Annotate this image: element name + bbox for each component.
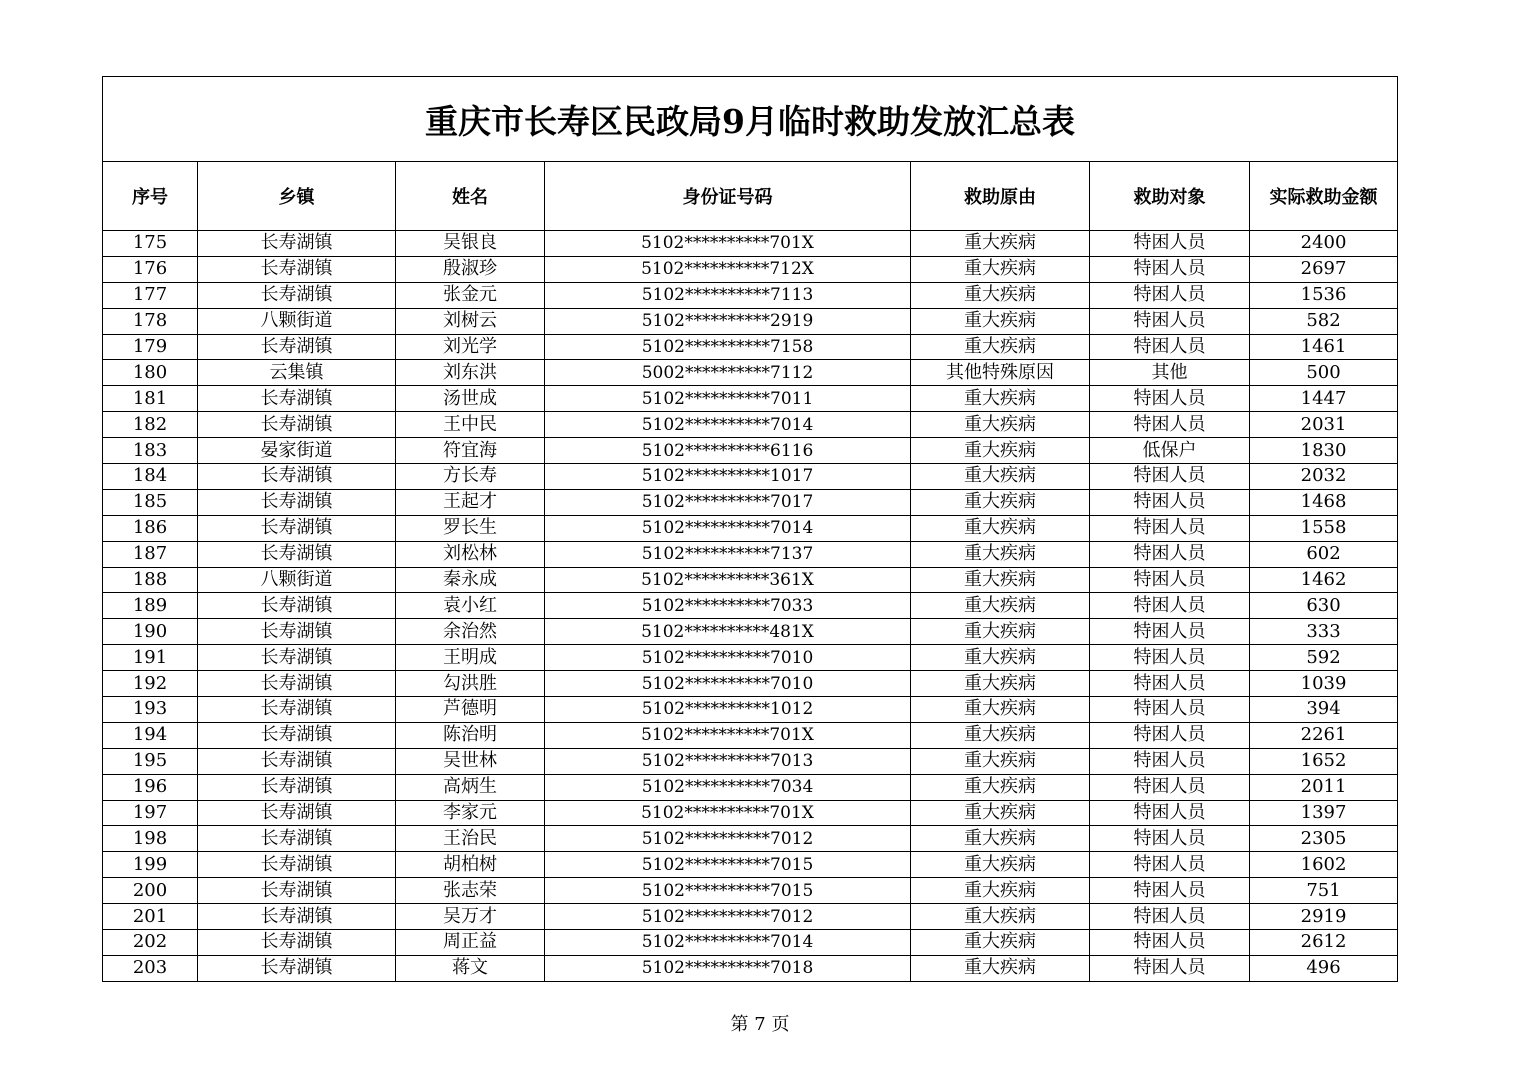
cell-reason: 重大疾病 — [911, 489, 1090, 515]
cell-target: 特困人员 — [1090, 722, 1250, 748]
cell-amount: 1397 — [1250, 800, 1398, 826]
cell-name: 王治民 — [396, 826, 545, 852]
cell-name: 吴银良 — [396, 231, 545, 257]
header-target: 救助对象 — [1090, 162, 1250, 231]
cell-town: 长寿湖镇 — [198, 412, 396, 438]
cell-name: 王起才 — [396, 489, 545, 515]
cell-target: 特困人员 — [1090, 464, 1250, 490]
cell-serial: 183 — [103, 438, 198, 464]
table-row — [103, 645, 1398, 671]
table-row — [103, 412, 1398, 438]
cell-serial: 191 — [103, 645, 198, 671]
cell-reason: 重大疾病 — [911, 930, 1090, 956]
header-town: 乡镇 — [198, 162, 396, 231]
cell-serial: 190 — [103, 619, 198, 645]
cell-amount: 333 — [1250, 619, 1398, 645]
cell-amount: 2612 — [1250, 930, 1398, 956]
cell-name: 胡柏树 — [396, 852, 545, 878]
relief-summary-sheet — [102, 76, 1397, 982]
cell-serial: 194 — [103, 722, 198, 748]
cell-serial: 186 — [103, 515, 198, 541]
table-row — [103, 904, 1398, 930]
cell-serial: 180 — [103, 360, 198, 386]
cell-name: 李家元 — [396, 800, 545, 826]
table-title: 重庆市长寿区民政局9月临时救助发放汇总表 — [103, 77, 1398, 162]
cell-id-number: 5102**********1017 — [545, 464, 911, 490]
cell-amount: 394 — [1250, 697, 1398, 723]
cell-reason: 重大疾病 — [911, 904, 1090, 930]
cell-amount: 630 — [1250, 593, 1398, 619]
relief-summary-table — [102, 76, 1398, 982]
cell-name: 汤世成 — [396, 386, 545, 412]
cell-target: 其他 — [1090, 360, 1250, 386]
table-row — [103, 438, 1398, 464]
cell-target: 低保户 — [1090, 438, 1250, 464]
cell-town: 长寿湖镇 — [198, 800, 396, 826]
table-row — [103, 826, 1398, 852]
cell-id-number: 5102**********7015 — [545, 878, 911, 904]
table-row — [103, 282, 1398, 308]
table-row — [103, 360, 1398, 386]
cell-reason: 重大疾病 — [911, 800, 1090, 826]
cell-name: 刘松林 — [396, 541, 545, 567]
cell-serial: 200 — [103, 878, 198, 904]
table-row — [103, 852, 1398, 878]
cell-id-number: 5102**********701X — [545, 722, 911, 748]
cell-name: 王明成 — [396, 645, 545, 671]
cell-amount: 1462 — [1250, 567, 1398, 593]
cell-id-number: 5102**********7113 — [545, 282, 911, 308]
cell-id-number: 5102**********6116 — [545, 438, 911, 464]
cell-reason: 重大疾病 — [911, 256, 1090, 282]
cell-id-number: 5102**********7010 — [545, 645, 911, 671]
cell-town: 长寿湖镇 — [198, 645, 396, 671]
cell-town: 晏家街道 — [198, 438, 396, 464]
cell-target: 特困人员 — [1090, 386, 1250, 412]
cell-reason: 其他特殊原因 — [911, 360, 1090, 386]
cell-id-number: 5102**********7010 — [545, 671, 911, 697]
cell-reason: 重大疾病 — [911, 386, 1090, 412]
cell-serial: 197 — [103, 800, 198, 826]
cell-serial: 179 — [103, 334, 198, 360]
cell-name: 余治然 — [396, 619, 545, 645]
table-row — [103, 697, 1398, 723]
cell-id-number: 5102**********7017 — [545, 489, 911, 515]
cell-id-number: 5102**********7034 — [545, 774, 911, 800]
cell-id-number: 5102**********701X — [545, 231, 911, 257]
table-row — [103, 567, 1398, 593]
cell-town: 八颗街道 — [198, 567, 396, 593]
cell-target: 特困人员 — [1090, 748, 1250, 774]
cell-name: 罗长生 — [396, 515, 545, 541]
cell-town: 长寿湖镇 — [198, 904, 396, 930]
cell-town: 长寿湖镇 — [198, 774, 396, 800]
cell-serial: 193 — [103, 697, 198, 723]
cell-name: 陈治明 — [396, 722, 545, 748]
cell-id-number: 5102**********2919 — [545, 308, 911, 334]
cell-reason: 重大疾病 — [911, 955, 1090, 981]
cell-town: 长寿湖镇 — [198, 464, 396, 490]
cell-amount: 496 — [1250, 955, 1398, 981]
cell-amount: 2305 — [1250, 826, 1398, 852]
cell-target: 特困人员 — [1090, 282, 1250, 308]
cell-id-number: 5102**********361X — [545, 567, 911, 593]
table-row — [103, 541, 1398, 567]
cell-reason: 重大疾病 — [911, 464, 1090, 490]
cell-town: 长寿湖镇 — [198, 515, 396, 541]
cell-target: 特困人员 — [1090, 334, 1250, 360]
cell-town: 长寿湖镇 — [198, 878, 396, 904]
cell-reason: 重大疾病 — [911, 697, 1090, 723]
cell-serial: 184 — [103, 464, 198, 490]
cell-town: 长寿湖镇 — [198, 593, 396, 619]
cell-amount: 2919 — [1250, 904, 1398, 930]
cell-amount: 1039 — [1250, 671, 1398, 697]
cell-name: 刘东洪 — [396, 360, 545, 386]
cell-reason: 重大疾病 — [911, 282, 1090, 308]
cell-reason: 重大疾病 — [911, 671, 1090, 697]
cell-id-number: 5102**********7014 — [545, 515, 911, 541]
cell-name: 王中民 — [396, 412, 545, 438]
cell-target: 特困人员 — [1090, 515, 1250, 541]
cell-target: 特困人员 — [1090, 774, 1250, 800]
cell-id-number: 5002**********7112 — [545, 360, 911, 386]
cell-target: 特困人员 — [1090, 671, 1250, 697]
cell-target: 特困人员 — [1090, 619, 1250, 645]
cell-target: 特困人员 — [1090, 826, 1250, 852]
cell-name: 芦德明 — [396, 697, 545, 723]
table-row — [103, 774, 1398, 800]
table-row — [103, 930, 1398, 956]
cell-reason: 重大疾病 — [911, 515, 1090, 541]
table-body — [103, 231, 1398, 982]
cell-target: 特困人员 — [1090, 878, 1250, 904]
table-row — [103, 722, 1398, 748]
cell-id-number: 5102**********7018 — [545, 955, 911, 981]
cell-amount: 602 — [1250, 541, 1398, 567]
cell-serial: 201 — [103, 904, 198, 930]
cell-target: 特困人员 — [1090, 489, 1250, 515]
cell-amount: 1461 — [1250, 334, 1398, 360]
cell-reason: 重大疾病 — [911, 748, 1090, 774]
cell-town: 长寿湖镇 — [198, 930, 396, 956]
cell-serial: 177 — [103, 282, 198, 308]
cell-town: 长寿湖镇 — [198, 722, 396, 748]
cell-reason: 重大疾病 — [911, 567, 1090, 593]
cell-name: 张金元 — [396, 282, 545, 308]
header-amount: 实际救助金额 — [1250, 162, 1398, 231]
cell-target: 特困人员 — [1090, 256, 1250, 282]
cell-target: 特困人员 — [1090, 645, 1250, 671]
cell-target: 特困人员 — [1090, 955, 1250, 981]
cell-serial: 175 — [103, 231, 198, 257]
table-row — [103, 308, 1398, 334]
cell-serial: 181 — [103, 386, 198, 412]
header-reason: 救助原由 — [911, 162, 1090, 231]
cell-target: 特困人员 — [1090, 541, 1250, 567]
cell-amount: 2261 — [1250, 722, 1398, 748]
header-name: 姓名 — [396, 162, 545, 231]
cell-reason: 重大疾病 — [911, 438, 1090, 464]
table-row — [103, 671, 1398, 697]
cell-amount: 2400 — [1250, 231, 1398, 257]
cell-reason: 重大疾病 — [911, 231, 1090, 257]
cell-town: 长寿湖镇 — [198, 955, 396, 981]
cell-amount: 2697 — [1250, 256, 1398, 282]
table-row — [103, 489, 1398, 515]
cell-amount: 1558 — [1250, 515, 1398, 541]
cell-reason: 重大疾病 — [911, 645, 1090, 671]
cell-serial: 198 — [103, 826, 198, 852]
cell-amount: 1536 — [1250, 282, 1398, 308]
page-number: 第 7 页 — [730, 1014, 790, 1035]
cell-id-number: 5102**********7014 — [545, 930, 911, 956]
cell-amount: 2032 — [1250, 464, 1398, 490]
table-row — [103, 515, 1398, 541]
cell-serial: 199 — [103, 852, 198, 878]
cell-reason: 重大疾病 — [911, 878, 1090, 904]
cell-amount: 582 — [1250, 308, 1398, 334]
cell-id-number: 5102**********701X — [545, 800, 911, 826]
cell-amount: 2011 — [1250, 774, 1398, 800]
cell-id-number: 5102**********7158 — [545, 334, 911, 360]
cell-serial: 176 — [103, 256, 198, 282]
cell-amount: 592 — [1250, 645, 1398, 671]
cell-serial: 185 — [103, 489, 198, 515]
cell-id-number: 5102**********7012 — [545, 904, 911, 930]
cell-town: 长寿湖镇 — [198, 748, 396, 774]
cell-town: 长寿湖镇 — [198, 852, 396, 878]
cell-reason: 重大疾病 — [911, 722, 1090, 748]
cell-name: 勾洪胜 — [396, 671, 545, 697]
cell-target: 特困人员 — [1090, 231, 1250, 257]
table-row — [103, 231, 1398, 257]
cell-reason: 重大疾病 — [911, 852, 1090, 878]
cell-name: 袁小红 — [396, 593, 545, 619]
header-row — [103, 162, 1398, 231]
cell-id-number: 5102**********7011 — [545, 386, 911, 412]
cell-serial: 187 — [103, 541, 198, 567]
cell-reason: 重大疾病 — [911, 826, 1090, 852]
cell-target: 特困人员 — [1090, 800, 1250, 826]
cell-amount: 751 — [1250, 878, 1398, 904]
cell-amount: 1468 — [1250, 489, 1398, 515]
cell-amount: 1447 — [1250, 386, 1398, 412]
cell-id-number: 5102**********1012 — [545, 697, 911, 723]
cell-town: 长寿湖镇 — [198, 256, 396, 282]
cell-town: 长寿湖镇 — [198, 386, 396, 412]
cell-id-number: 5102**********7137 — [545, 541, 911, 567]
cell-town: 长寿湖镇 — [198, 619, 396, 645]
cell-town: 八颗街道 — [198, 308, 396, 334]
table-row — [103, 256, 1398, 282]
cell-amount: 500 — [1250, 360, 1398, 386]
table-row — [103, 748, 1398, 774]
cell-name: 吴世林 — [396, 748, 545, 774]
cell-town: 长寿湖镇 — [198, 334, 396, 360]
header-serial: 序号 — [103, 162, 198, 231]
cell-id-number: 5102**********7012 — [545, 826, 911, 852]
cell-name: 周正益 — [396, 930, 545, 956]
cell-town: 长寿湖镇 — [198, 541, 396, 567]
cell-serial: 195 — [103, 748, 198, 774]
cell-town: 长寿湖镇 — [198, 697, 396, 723]
cell-town: 长寿湖镇 — [198, 489, 396, 515]
cell-id-number: 5102**********7015 — [545, 852, 911, 878]
cell-target: 特困人员 — [1090, 697, 1250, 723]
cell-town: 长寿湖镇 — [198, 231, 396, 257]
table-row — [103, 334, 1398, 360]
cell-amount: 1830 — [1250, 438, 1398, 464]
cell-id-number: 5102**********7013 — [545, 748, 911, 774]
cell-id-number: 5102**********481X — [545, 619, 911, 645]
cell-reason: 重大疾病 — [911, 412, 1090, 438]
cell-target: 特困人员 — [1090, 567, 1250, 593]
table-row — [103, 878, 1398, 904]
cell-town: 长寿湖镇 — [198, 282, 396, 308]
cell-name: 秦永成 — [396, 567, 545, 593]
cell-serial: 196 — [103, 774, 198, 800]
header-id-number: 身份证号码 — [545, 162, 911, 231]
cell-amount: 2031 — [1250, 412, 1398, 438]
cell-serial: 202 — [103, 930, 198, 956]
cell-town: 长寿湖镇 — [198, 826, 396, 852]
cell-reason: 重大疾病 — [911, 619, 1090, 645]
cell-name: 刘光学 — [396, 334, 545, 360]
cell-target: 特困人员 — [1090, 852, 1250, 878]
cell-name: 张志荣 — [396, 878, 545, 904]
cell-town: 长寿湖镇 — [198, 671, 396, 697]
cell-reason: 重大疾病 — [911, 593, 1090, 619]
cell-reason: 重大疾病 — [911, 308, 1090, 334]
cell-target: 特困人员 — [1090, 412, 1250, 438]
cell-serial: 192 — [103, 671, 198, 697]
cell-target: 特困人员 — [1090, 308, 1250, 334]
cell-serial: 182 — [103, 412, 198, 438]
cell-amount: 1602 — [1250, 852, 1398, 878]
table-row — [103, 619, 1398, 645]
table-row — [103, 593, 1398, 619]
cell-amount: 1652 — [1250, 748, 1398, 774]
cell-serial: 188 — [103, 567, 198, 593]
table-row — [103, 464, 1398, 490]
cell-name: 刘树云 — [396, 308, 545, 334]
table-row — [103, 386, 1398, 412]
cell-name: 符宜海 — [396, 438, 545, 464]
cell-name: 高炳生 — [396, 774, 545, 800]
cell-town: 云集镇 — [198, 360, 396, 386]
cell-name: 蒋文 — [396, 955, 545, 981]
table-row — [103, 955, 1398, 981]
cell-name: 方长寿 — [396, 464, 545, 490]
cell-id-number: 5102**********712X — [545, 256, 911, 282]
cell-serial: 189 — [103, 593, 198, 619]
cell-serial: 178 — [103, 308, 198, 334]
cell-serial: 203 — [103, 955, 198, 981]
cell-id-number: 5102**********7033 — [545, 593, 911, 619]
cell-reason: 重大疾病 — [911, 334, 1090, 360]
cell-name: 吴万才 — [396, 904, 545, 930]
cell-name: 殷淑珍 — [396, 256, 545, 282]
table-row — [103, 800, 1398, 826]
cell-target: 特困人员 — [1090, 593, 1250, 619]
cell-target: 特困人员 — [1090, 904, 1250, 930]
cell-reason: 重大疾病 — [911, 541, 1090, 567]
cell-id-number: 5102**********7014 — [545, 412, 911, 438]
cell-reason: 重大疾病 — [911, 774, 1090, 800]
cell-target: 特困人员 — [1090, 930, 1250, 956]
